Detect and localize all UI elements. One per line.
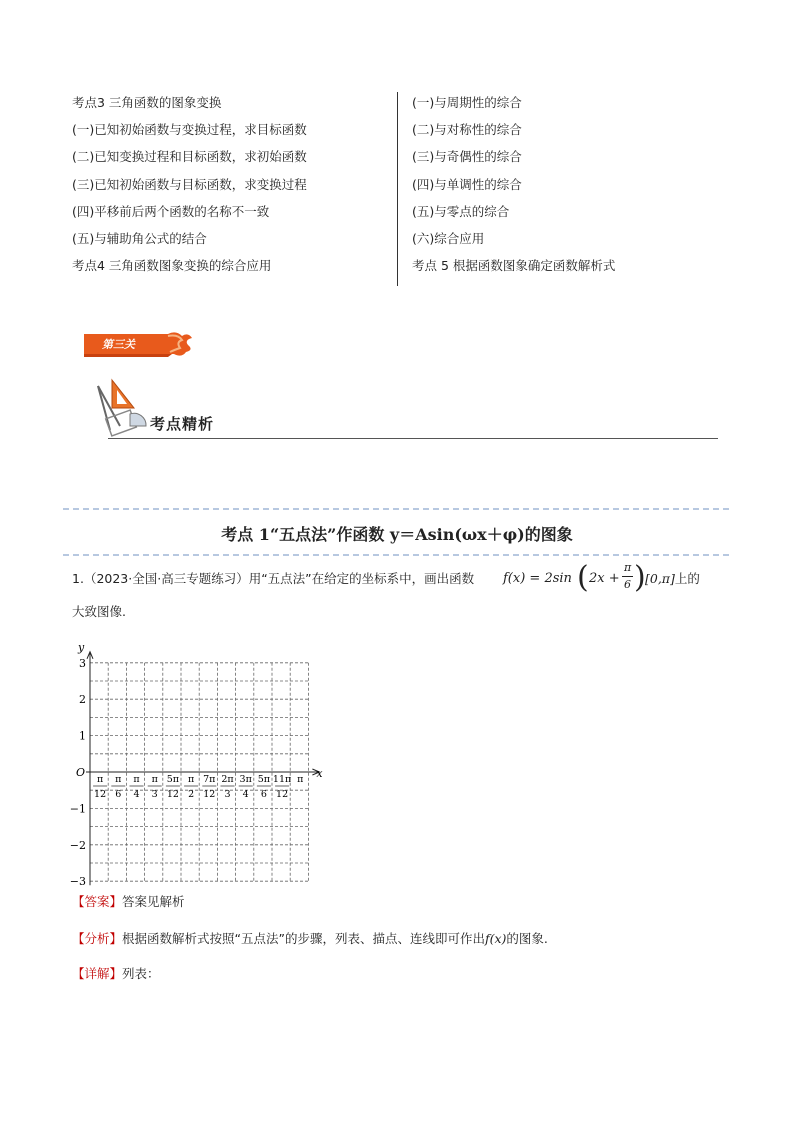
x-tick-denominator: 12 <box>203 789 216 800</box>
y-tick-label: −3 <box>69 875 86 889</box>
drafting-tools-icon <box>90 378 150 438</box>
toc-item: (二)与对称性的综合 <box>412 122 522 137</box>
problem-line-1-end <box>645 570 700 588</box>
toc-item: (四)平移前后两个函数的名称不一致 <box>72 204 270 219</box>
toc-item: (二)已知变换过程和目标函数，求初始函数 <box>72 149 307 164</box>
x-tick-numerator: π <box>297 774 304 785</box>
detail-line <box>72 965 160 983</box>
toc-item: (六)综合应用 <box>412 231 485 246</box>
badge-label: 第三关 <box>102 338 135 351</box>
x-tick-denominator: 4 <box>133 789 140 800</box>
x-tick-denominator: 3 <box>151 789 158 800</box>
paren-left: ( <box>577 560 589 595</box>
y-tick-label: 1 <box>79 729 86 743</box>
x-tick-denominator: 3 <box>224 789 231 800</box>
x-tick-numerator: 11π <box>272 774 292 785</box>
section-header-title: 考点精析 <box>150 415 215 433</box>
coordinate-grid <box>69 628 342 889</box>
toc-item: (一)已知初始函数与变换过程，求目标函数 <box>72 122 307 137</box>
analysis-line <box>72 930 548 948</box>
x-tick-denominator: 6 <box>115 789 122 800</box>
fraction-bar <box>622 576 633 577</box>
problem-text: 用“五点法”在给定的坐标系中，画出函数 <box>248 571 475 586</box>
x-tick-numerator: π <box>133 774 140 785</box>
answer-line <box>72 893 185 911</box>
answer-tag: 【答案】 <box>72 894 123 909</box>
analysis-text: 根据函数解析式按照“五点法”的步骤，列表、描点、连线即可作出 <box>122 931 485 946</box>
problem-source: （2023·全国·高三专题练习） <box>83 571 249 586</box>
toc-item: 考点3 三角函数的图象变换 <box>72 95 222 110</box>
x-tick-numerator: 7π <box>203 774 216 785</box>
level-badge <box>84 330 194 360</box>
formula-pi: π <box>624 561 632 574</box>
x-tick-numerator: 2π <box>221 774 234 785</box>
x-tick-denominator: 12 <box>276 789 289 800</box>
formula-inner: 2x + <box>589 571 620 586</box>
answer-text: 答案见解析 <box>122 894 185 909</box>
x-tick-numerator: 5π <box>166 774 180 785</box>
section-header-rule <box>108 438 718 439</box>
x-axis-label: x <box>316 767 323 780</box>
interval: [0,π] <box>645 571 675 586</box>
paren-right: ) <box>634 560 646 595</box>
x-tick-denominator: 12 <box>166 789 179 800</box>
y-axis-label: y <box>78 640 85 654</box>
problem-text-after: 上的 <box>674 571 700 586</box>
dashed-divider-top <box>63 508 729 510</box>
toc-item: (三)已知初始函数与目标函数，求变换过程 <box>72 177 307 192</box>
toc-item: 考点4 三角函数图象变换的综合应用 <box>72 258 272 273</box>
x-tick-numerator: π <box>96 774 104 785</box>
x-tick-denominator: 2 <box>188 789 195 800</box>
badge-flame-icon <box>84 330 194 360</box>
toc-item: (五)与零点的综合 <box>412 204 510 219</box>
origin-label: O <box>76 766 86 779</box>
analysis-tag: 【分析】 <box>72 931 123 946</box>
toc-item: (三)与奇偶性的综合 <box>412 149 522 164</box>
dashed-divider-bottom <box>63 554 729 556</box>
toc-item: (五)与辅助角公式的结合 <box>72 231 207 246</box>
detail-text: 列表： <box>122 966 160 981</box>
analysis-end: 的图象. <box>506 931 548 946</box>
toc-item: (一)与周期性的综合 <box>412 95 522 110</box>
toc-item: (四)与单调性的综合 <box>412 177 522 192</box>
x-tick-denominator: 6 <box>260 789 267 800</box>
formula-six: 6 <box>624 578 631 591</box>
formula-f: f(x) = 2sin <box>503 571 572 586</box>
y-tick-label: 2 <box>79 693 86 707</box>
y-tick-label: −1 <box>69 802 86 816</box>
problem-line-1: 1.（2023·全国·高三专题练习）用“五点法”在给定的坐标系中，画出函数 <box>72 571 475 586</box>
grid-svg <box>69 628 342 889</box>
toc-divider <box>397 92 398 286</box>
section-title: 考点 1“五点法”作函数 y＝Asin(ωx＋φ)的图象 <box>221 525 573 544</box>
x-tick-numerator: 5π <box>257 774 271 785</box>
x-tick-numerator: 3π <box>239 774 252 785</box>
x-tick-numerator: π <box>187 774 195 785</box>
detail-tag: 【详解】 <box>72 966 123 981</box>
problem-line-2: 大致图像. <box>72 604 126 619</box>
analysis-fx: f(x) <box>484 931 507 946</box>
y-tick-label: 3 <box>79 656 86 670</box>
x-tick-numerator: π <box>115 774 122 785</box>
x-tick-denominator: 12 <box>94 789 107 800</box>
x-tick-denominator: 4 <box>242 789 249 800</box>
x-tick-numerator: π <box>151 774 158 785</box>
toc-item: 考点 5 根据函数图象确定函数解析式 <box>412 258 616 273</box>
problem-number: 1 <box>72 571 80 586</box>
y-tick-label: −2 <box>69 838 86 852</box>
